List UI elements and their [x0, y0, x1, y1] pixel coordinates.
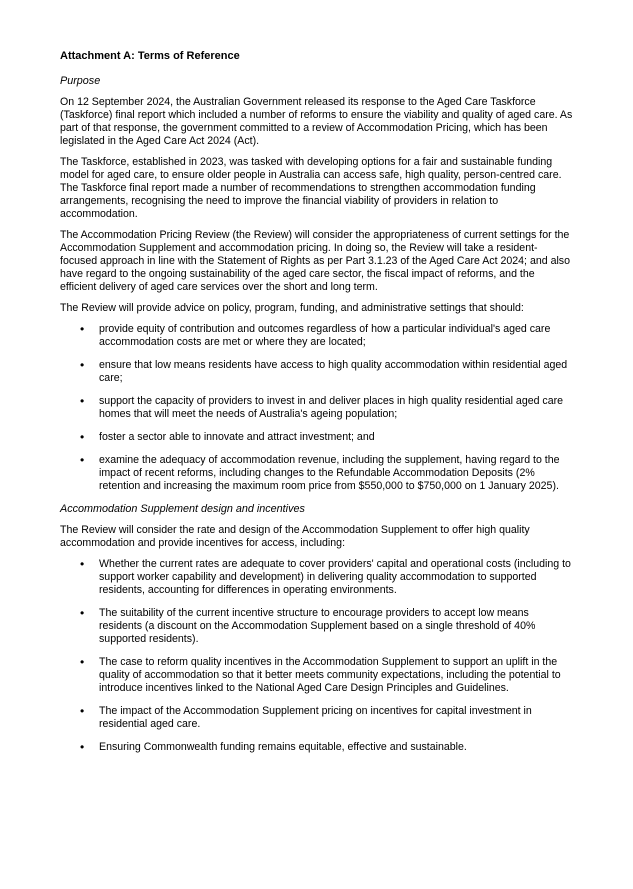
purpose-bullet-text: foster a sector able to innovate and attract investment; and: [99, 431, 375, 443]
purpose-bullet-item: [60, 395, 573, 421]
purpose-paragraph-2: The Taskforce, established in 2023, was tasked with developing options for a fair and sustainable funding model for aged care, to ensure older people in Australia can access safe, high quality, person-centred care. The Taskforce final report made a number of recommendations to strengthen accommodation funding arrangements, recognising the need to improve the financial viability of providers in relation to accommodation.: [60, 156, 562, 220]
document-heading: Attachment A: Terms of Reference: [60, 50, 240, 62]
purpose-bullet-text: provide equity of contribution and outcomes regardless of how a particular individual's aged care accommodation costs are met or where they are located;: [99, 323, 551, 348]
supplement-bullet-item: [60, 558, 573, 597]
purpose-bullet-item: [60, 359, 573, 385]
bullet-icon: •: [80, 453, 85, 467]
supplement-bullet-text: Ensuring Commonwealth funding remains equitable, effective and sustainable.: [99, 741, 467, 753]
bullet-icon: •: [80, 704, 85, 718]
bullet-icon: •: [80, 394, 85, 408]
bullet-icon: •: [80, 358, 85, 372]
purpose-bullet-text: ensure that low means residents have access to high quality accommodation within residential aged care;: [99, 359, 568, 384]
supplement-intro: The Review will consider the rate and design of the Accommodation Supplement to offer high quality accommodation and provide incentives for access, including:: [60, 524, 530, 549]
bullet-icon: •: [80, 322, 85, 336]
purpose-paragraph-1: On 12 September 2024, the Australian Government released its response to the Aged Care Taskforce (Taskforce) final report which included a number of reforms to ensure the viability and quality of aged care. As part of that response, the government committed to a review of Accommodation Pricing, which has been legislated in the Aged Care Act 2024 (Act).: [60, 96, 573, 147]
bullet-icon: •: [80, 557, 85, 571]
supplement-bullet-item: [60, 705, 573, 731]
purpose-bullet-text: support the capacity of providers to invest in and deliver places in high quality residential aged care homes that will meet the needs of Australia's ageing population;: [99, 395, 564, 420]
purpose-bullet-item: [60, 431, 573, 444]
bullet-icon: •: [80, 606, 85, 620]
supplement-bullet-text: The case to reform quality incentives in the Accommodation Supplement to support an uplift in the quality of accommodation so that it better meets community expectations, including the potential to introduce incentives linked to the National Aged Care Design Principles and Guidelines.: [99, 656, 561, 694]
supplement-bullet-text: Whether the current rates are adequate to cover providers' capital and operational costs (including to support worker capability and development) in delivering quality accommodation to supported residents, accounting for differences in operating environments.: [99, 558, 571, 596]
purpose-bullet-item: [60, 323, 573, 349]
purpose-bullet-item: [60, 454, 573, 493]
supplement-bullet-item: [60, 656, 573, 695]
purpose-paragraph-4: The Review will provide advice on policy, program, funding, and administrative settings that should:: [60, 302, 524, 314]
supplement-bullet-text: The impact of the Accommodation Supplement pricing on incentives for capital investment in residential aged care.: [99, 705, 532, 730]
purpose-paragraph-3: The Accommodation Pricing Review (the Review) will consider the appropriateness of current settings for the Accommodation Supplement and accommodation pricing. In doing so, the Review will take a resident-focused approach in line with the Statement of Rights as per Part 3.1.23 of the Aged Care Act 2024; and also have regard to the ongoing sustainability of the aged care sector, the fiscal impact of reforms, and the efficient delivery of aged care services over the short and long term.: [60, 229, 570, 293]
purpose-bullet-list: [60, 323, 573, 493]
bullet-icon: •: [80, 655, 85, 669]
bullet-icon: •: [80, 430, 85, 444]
purpose-title: Purpose: [60, 75, 101, 87]
purpose-bullet-text: examine the adequacy of accommodation revenue, including the supplement, having regard to the impact of recent reforms, including changes to the Refundable Accommodation Deposits (2% retention and increasing the maximum room price from $550,000 to $750,000 on 1 January 2025).: [99, 454, 560, 492]
supplement-title: Accommodation Supplement design and incentives: [60, 503, 305, 515]
supplement-bullet-list: [60, 558, 573, 754]
supplement-bullet-item: [60, 607, 573, 646]
bullet-icon: •: [80, 740, 85, 754]
supplement-bullet-text: The suitability of the current incentive structure to encourage providers to accept low means residents (a discount on the Accommodation Supplement based on a single threshold of 40% supported residents).: [99, 607, 536, 645]
supplement-bullet-item: [60, 741, 573, 754]
